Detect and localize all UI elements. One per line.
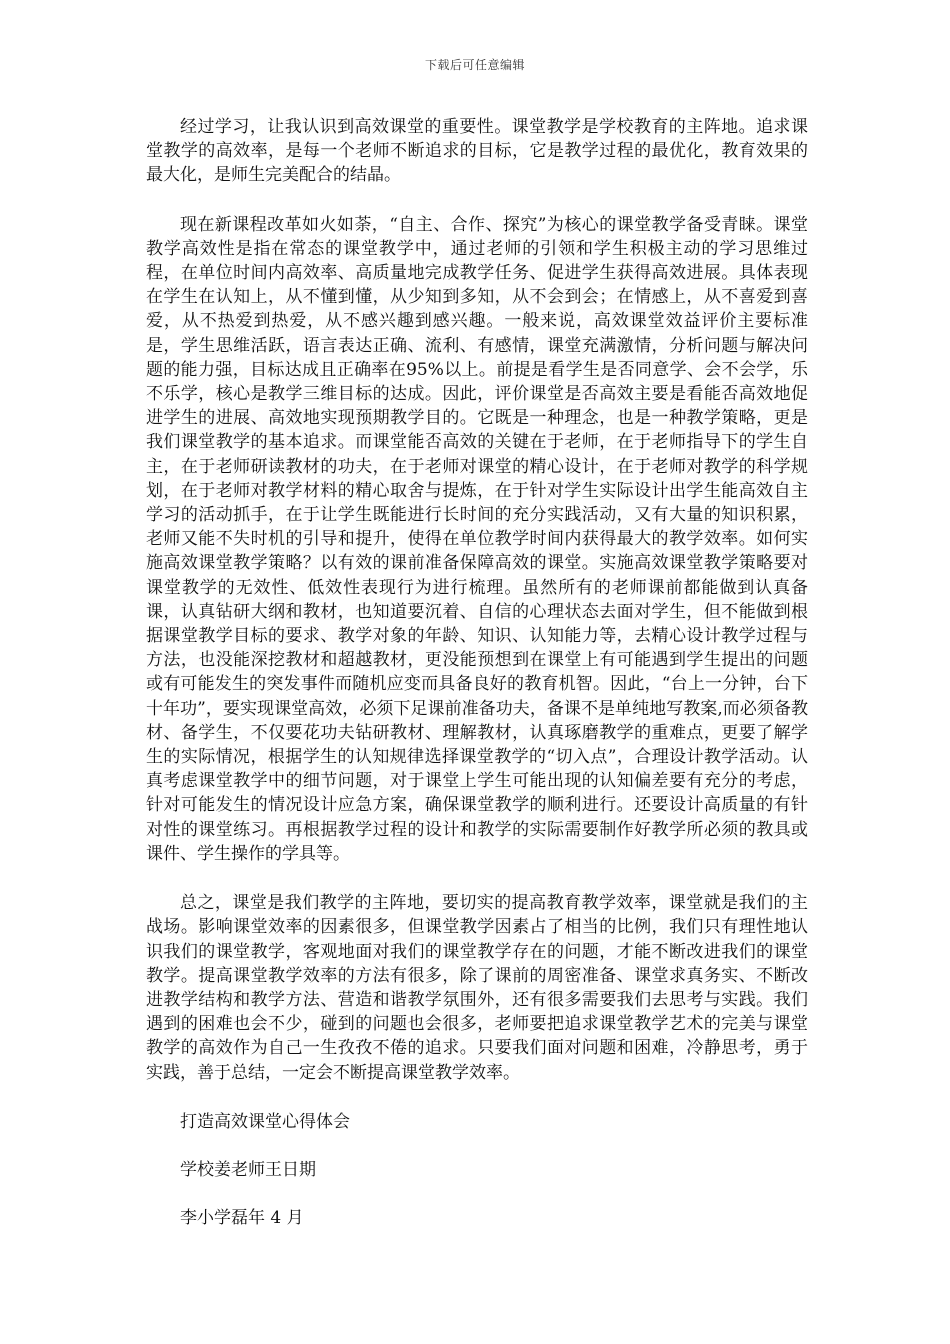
page-header: 下载后可任意编辑 (424, 58, 525, 72)
paragraph-gap (146, 1182, 808, 1206)
document-body (146, 115, 808, 1230)
paragraph-conclusion: 总之，课堂是我们教学的主阵地，要切实的提高教育教学效率，课堂就是我们的主战场。影响课堂效率的因素很多，但课堂教学因素占了相当的比例，我们只有理性地认识我们的课堂教学，客观地面对我们的课堂教学存在的问题，才能不断改进我们的课堂教学。提高课堂教学效率的方法有很多，除了课前的周密准备、课堂求真务实、不断改进教学结构和教学方法、营造和谐教学氛围外，还有很多需要我们去思考与实践。我们遇到的困难也会不少，碰到的问题也会很多，老师要把追求课堂教学艺术的完美与课堂教学的高效作为自己一生孜孜不倦的追求。只要我们面对问题和困难，冷静思考，勇于实践，善于总结，一定会不断提高课堂教学效率。 (146, 893, 808, 1083)
paragraph-main: 现在新课程改革如火如荼，“自主、合作、探究”为核心的课堂教学备受青睐。课堂教学高效性是指在常态的课堂教学中，通过老师的引领和学生积极主动的学习思维过程，在单位时间内高效率、高质量地完成教学任务、促进学生获得高效进展。具体表现在学生在认知上，从不懂到懂，从少知到多知，从不会到会；在情感上，从不喜爱到喜爱，从不热爱到热爱，从不感兴趣到感兴趣。一般来说，高效课堂效益评价主要标准是，学生思维活跃，语言表达正确、流利、有感情，课堂充满激情，分析问题与解决问题的能力强，目标达成且正确率在95%以上。前提是看学生是否同意学、会不会学，乐不乐学，核心是教学三维目标的达成。因此，评价课堂是否高效主要是看能否高效地促进学生的进展、高效地实现预期教学目的。它既是一种理念，也是一种教学策略，更是我们课堂教学的基本追求。而课堂能否高效的关键在于老师，在于老师指导下的学生自主，在于老师研读教材的功夫，在于老师对课堂的精心设计，在于老师对教学的科学规划，在于老师对教学材料的精心取舍与提炼，在于针对学生实际设计出学生能高效自主学习的活动抓手，在于让学生既能进行长时间的充分实践活动，又有大量的知识积累，老师又能不失时机的引导和提升，使得在单位教学时间内获得最大的教学效率。如何实施高效课堂教学策略？以有效的课前准备保障高效的课堂。实施高效课堂教学策略要对课堂教学的无效性、低效性表现行为进行梳理。虽然所有的老师课前都能做到认真备课，认真钻研大纲和教材，也知道要沉着、自信的心理状态去面对学生，但不能做到根据课堂教学目标的要求、教学对象的年龄、知识、认知能力等，去精心设计教学过程与方法，也没能深挖教材和超越教材，更没能预想到在课堂上有可能遇到学生提出的问题或有可能发生的突发事件而随机应变而具备良好的教育机智。因此，“台上一分钟，台下十年功”，要实现课堂高效，必须下足课前准备功夫，备课不是单纯地写教案,而必须备教材、备学生，不仅要花功夫钻研教材、理解教材，认真琢磨教学的重难点，更要了解学生的实际情况，根据学生的认知规律选择课堂教学的“切入点”，合理设计教学活动。认真考虑课堂教学中的细节问题，对于课堂上学生可能出现的认知偏差要有充分的考虑，针对可能发生的情况设计应急方案，确保课堂教学的顺利进行。还要设计高质量的有针对性的课堂练习。再根据教学过程的设计和教学的实际需要制作好教学所必须的教具或课件、学生操作的学具等。 (146, 214, 808, 864)
paragraph-gap (146, 866, 808, 891)
paragraph-intro: 经过学习，让我认识到高效课堂的重要性。课堂教学是学校教育的主阵地。追求课堂教学的高效率，是每一个老师不断追求的目标，它是教学过程的最优化，教育效果的最大化，是师生完美配合的结晶。 (146, 117, 808, 186)
closing-title: 打造高效课堂心得体会 (180, 1111, 350, 1132)
paragraph-gap (146, 1134, 808, 1158)
closing-author: 学校姜老师王日期 (180, 1159, 316, 1180)
closing-date: 李小学磊年 4 月 (180, 1207, 304, 1228)
paragraph-gap (146, 188, 808, 213)
paragraph-gap (146, 1085, 808, 1110)
